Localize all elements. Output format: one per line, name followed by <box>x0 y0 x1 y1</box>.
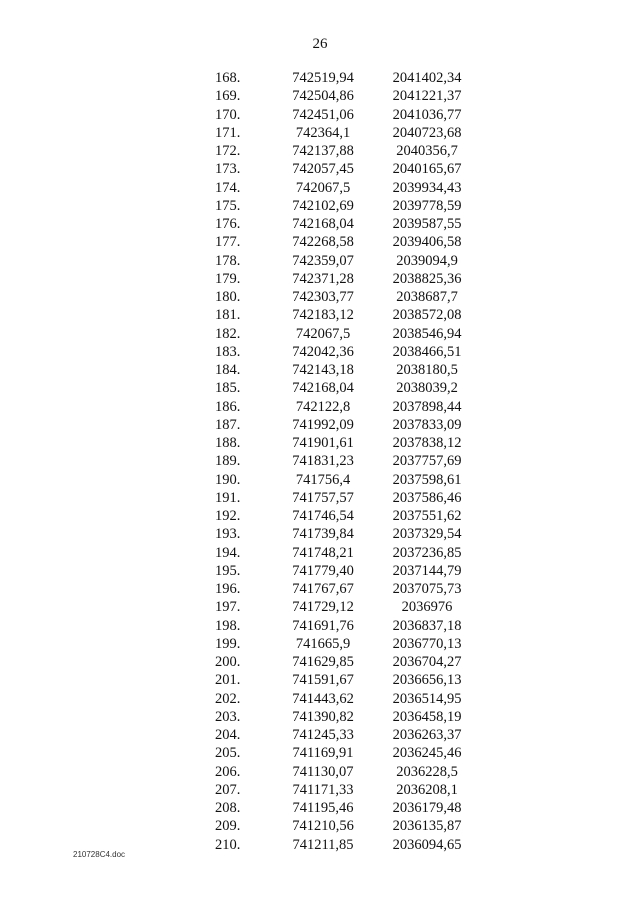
point-number: 193. <box>215 526 241 543</box>
point-number: 184. <box>215 362 241 378</box>
table-row <box>215 580 475 598</box>
x-coordinate: 741245,33 <box>292 727 354 743</box>
point-number: 201. <box>215 672 241 689</box>
table-row <box>215 325 475 343</box>
point-number: 170. <box>215 106 241 123</box>
table-row <box>215 160 475 178</box>
point-number: 183. <box>215 343 241 360</box>
table-row <box>215 617 475 635</box>
table-row <box>215 836 475 854</box>
y-coordinate: 2039094,9 <box>396 252 458 269</box>
y-coordinate: 2037898,44 <box>392 398 462 415</box>
y-coordinate: 2036458,19 <box>392 708 462 725</box>
table-row <box>215 124 475 142</box>
table-row <box>215 215 475 233</box>
y-coordinate: 2036245,46 <box>392 745 462 762</box>
point-number: 177. <box>215 234 241 251</box>
y-coordinate: 2038546,94 <box>392 325 462 342</box>
x-coordinate: 741591,67 <box>292 672 354 689</box>
x-coordinate: 742042,36 <box>292 343 354 360</box>
table-row <box>215 598 475 616</box>
table-row <box>215 708 475 726</box>
y-coordinate: 2037236,85 <box>392 544 462 561</box>
x-coordinate: 741169,91 <box>292 745 354 762</box>
point-number: 191. <box>215 489 241 506</box>
table-row <box>215 507 475 525</box>
point-number: 194. <box>215 544 241 561</box>
table-row <box>215 288 475 306</box>
x-coordinate: 742303,77 <box>292 289 354 305</box>
table-row <box>215 744 475 762</box>
x-coordinate: 741901,61 <box>292 435 354 451</box>
y-coordinate: 2037075,73 <box>392 581 462 597</box>
point-number: 169. <box>215 88 241 105</box>
y-coordinate: 2041221,37 <box>392 88 462 105</box>
table-row <box>215 252 475 270</box>
y-coordinate: 2036135,87 <box>392 818 462 835</box>
point-number: 210. <box>215 836 241 853</box>
x-coordinate: 741746,54 <box>292 508 354 524</box>
x-coordinate: 742168,04 <box>292 216 354 232</box>
table-row <box>215 544 475 562</box>
y-coordinate: 2039778,59 <box>392 197 462 214</box>
x-coordinate: 741629,85 <box>292 654 354 670</box>
table-row <box>215 361 475 379</box>
table-row <box>215 562 475 580</box>
table-row <box>215 197 475 215</box>
point-number: 180. <box>215 289 241 305</box>
y-coordinate: 2037144,79 <box>392 562 462 579</box>
point-number: 174. <box>215 179 241 196</box>
table-row <box>215 69 475 87</box>
x-coordinate: 741390,82 <box>292 708 354 725</box>
y-coordinate: 2036656,13 <box>392 672 462 689</box>
x-coordinate: 742519,94 <box>292 70 354 86</box>
table-row <box>215 635 475 653</box>
table-row <box>215 799 475 817</box>
x-coordinate: 741130,07 <box>292 763 354 780</box>
x-coordinate: 741831,23 <box>292 453 354 470</box>
x-coordinate: 742067,5 <box>295 325 351 342</box>
point-number: 173. <box>215 161 241 178</box>
x-coordinate: 741739,84 <box>292 526 354 543</box>
footer-filename: 210728C4.doc <box>73 850 126 859</box>
y-coordinate: 2036228,5 <box>396 763 458 780</box>
point-number: 199. <box>215 635 241 652</box>
y-coordinate: 2037838,12 <box>392 435 462 451</box>
x-coordinate: 741756,4 <box>295 471 351 488</box>
point-number: 192. <box>215 508 241 524</box>
point-number: 208. <box>215 800 241 816</box>
y-coordinate: 2036704,27 <box>392 654 462 670</box>
table-row <box>215 87 475 105</box>
x-coordinate: 741171,33 <box>292 781 354 798</box>
x-coordinate: 741779,40 <box>292 562 354 579</box>
x-coordinate: 741211,85 <box>292 836 354 853</box>
y-coordinate: 2036179,48 <box>392 800 462 816</box>
y-coordinate: 2041036,77 <box>392 106 462 123</box>
table-row <box>215 781 475 799</box>
x-coordinate: 742183,12 <box>292 307 354 324</box>
table-row <box>215 653 475 671</box>
point-number: 198. <box>215 617 241 634</box>
y-coordinate: 2036263,37 <box>392 727 462 743</box>
point-number: 204. <box>215 727 241 743</box>
point-number: 206. <box>215 763 241 780</box>
point-number: 197. <box>215 599 241 616</box>
page-number: 26 <box>312 36 328 52</box>
x-coordinate: 742168,04 <box>292 380 354 397</box>
y-coordinate: 2038039,2 <box>396 380 458 397</box>
table-row <box>215 142 475 160</box>
x-coordinate: 741757,57 <box>292 489 354 506</box>
y-coordinate: 2038466,51 <box>392 343 462 360</box>
x-coordinate: 742067,5 <box>295 179 351 196</box>
point-number: 182. <box>215 325 241 342</box>
table-row <box>215 306 475 324</box>
point-number: 185. <box>215 380 241 397</box>
table-row <box>215 471 475 489</box>
table-row <box>215 817 475 835</box>
point-number: 209. <box>215 818 241 835</box>
y-coordinate: 2036837,18 <box>392 617 462 634</box>
table-row <box>215 726 475 744</box>
y-coordinate: 2037551,62 <box>392 508 462 524</box>
coordinates-table-body <box>215 69 475 854</box>
x-coordinate: 742371,28 <box>292 270 354 287</box>
point-number: 207. <box>215 781 241 798</box>
coordinates-table <box>215 69 475 854</box>
y-coordinate: 2036770,13 <box>392 635 462 652</box>
y-coordinate: 2040165,67 <box>392 161 462 178</box>
y-coordinate: 2037329,54 <box>392 526 462 543</box>
point-number: 178. <box>215 252 241 269</box>
x-coordinate: 742364,1 <box>295 124 351 141</box>
y-coordinate: 2037833,09 <box>392 416 462 433</box>
y-coordinate: 2040723,68 <box>392 124 462 141</box>
point-number: 179. <box>215 270 241 287</box>
point-number: 181. <box>215 307 241 324</box>
table-row <box>215 270 475 288</box>
y-coordinate: 2041402,34 <box>392 70 462 86</box>
y-coordinate: 2040356,7 <box>396 143 458 159</box>
point-number: 190. <box>215 471 241 488</box>
x-coordinate: 742057,45 <box>292 161 354 178</box>
point-number: 176. <box>215 216 241 232</box>
point-number: 205. <box>215 745 241 762</box>
y-coordinate: 2037598,61 <box>392 471 462 488</box>
table-row <box>215 416 475 434</box>
x-coordinate: 742451,06 <box>292 106 354 123</box>
x-coordinate: 741195,46 <box>292 800 354 816</box>
point-number: 168. <box>215 70 241 86</box>
table-row <box>215 452 475 470</box>
point-number: 196. <box>215 581 241 597</box>
table-row <box>215 233 475 251</box>
y-coordinate: 2039934,43 <box>392 179 462 196</box>
point-number: 189. <box>215 453 241 470</box>
point-number: 171. <box>215 124 241 141</box>
point-number: 202. <box>215 690 241 707</box>
y-coordinate: 2036514,95 <box>392 690 462 707</box>
point-number: 187. <box>215 416 241 433</box>
x-coordinate: 741992,09 <box>292 416 354 433</box>
y-coordinate: 2036976 <box>401 599 453 616</box>
x-coordinate: 742268,58 <box>292 234 354 251</box>
x-coordinate: 742122,8 <box>295 398 351 415</box>
point-number: 188. <box>215 435 241 451</box>
table-row <box>215 343 475 361</box>
y-coordinate: 2036208,1 <box>396 781 458 798</box>
y-coordinate: 2038180,5 <box>396 362 458 378</box>
y-coordinate: 2039587,55 <box>392 216 462 232</box>
x-coordinate: 741729,12 <box>292 599 354 616</box>
x-coordinate: 742137,88 <box>292 143 354 159</box>
x-coordinate: 742359,07 <box>292 252 354 269</box>
table-row <box>215 398 475 416</box>
table-row <box>215 379 475 397</box>
table-row <box>215 763 475 781</box>
x-coordinate: 742143,18 <box>292 362 354 378</box>
x-coordinate: 741691,76 <box>292 617 354 634</box>
x-coordinate: 741748,21 <box>292 544 354 561</box>
table-row <box>215 489 475 507</box>
table-row <box>215 434 475 452</box>
x-coordinate: 741210,56 <box>292 818 354 835</box>
y-coordinate: 2039406,58 <box>392 234 462 251</box>
point-number: 186. <box>215 398 241 415</box>
table-row <box>215 690 475 708</box>
point-number: 172. <box>215 143 241 159</box>
table-row <box>215 671 475 689</box>
x-coordinate: 742504,86 <box>292 88 354 105</box>
point-number: 175. <box>215 197 241 214</box>
table-row <box>215 525 475 543</box>
y-coordinate: 2038825,36 <box>392 270 462 287</box>
y-coordinate: 2038687,7 <box>396 289 458 305</box>
point-number: 195. <box>215 562 241 579</box>
point-number: 203. <box>215 708 241 725</box>
x-coordinate: 741767,67 <box>292 581 354 597</box>
table-row <box>215 179 475 197</box>
y-coordinate: 2038572,08 <box>392 307 462 324</box>
x-coordinate: 741665,9 <box>295 635 351 652</box>
x-coordinate: 741443,62 <box>292 690 354 707</box>
y-coordinate: 2037586,46 <box>392 489 462 506</box>
table-row <box>215 106 475 124</box>
y-coordinate: 2036094,65 <box>392 836 462 853</box>
y-coordinate: 2037757,69 <box>392 453 462 470</box>
x-coordinate: 742102,69 <box>292 197 354 214</box>
point-number: 200. <box>215 654 241 670</box>
